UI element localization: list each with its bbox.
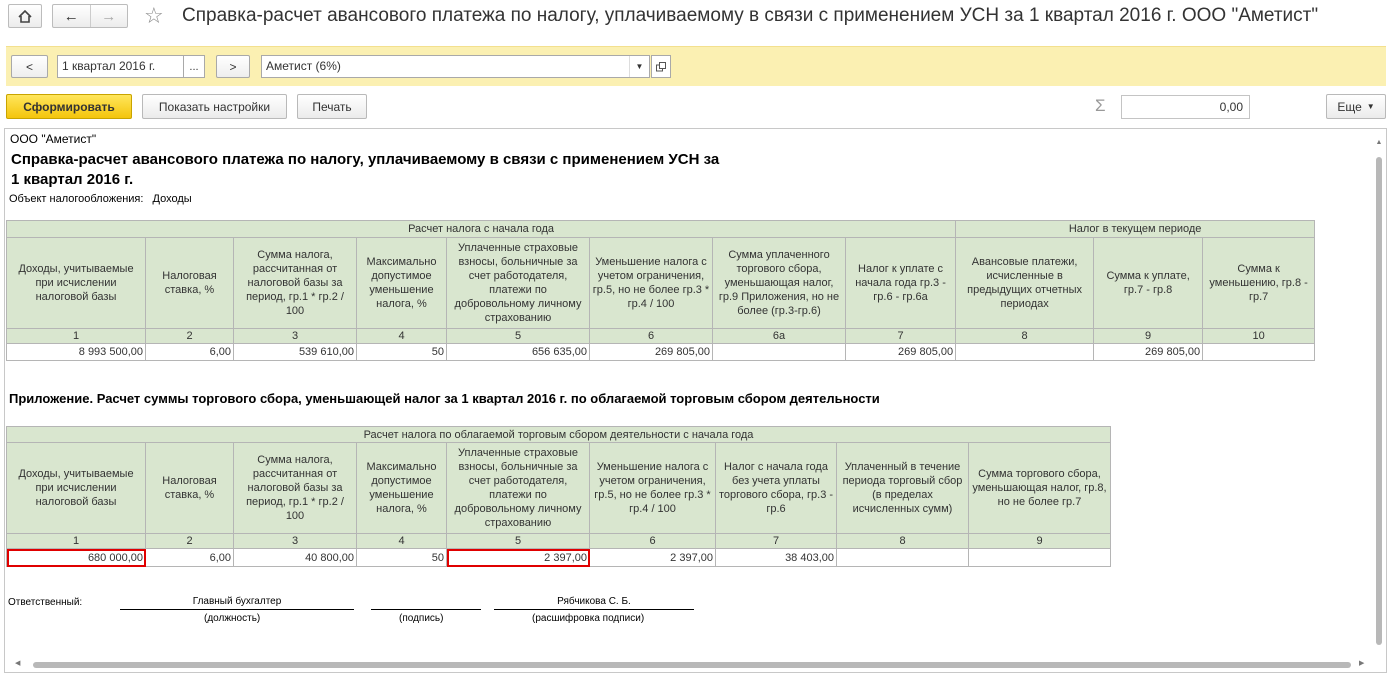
tax-object-line: [9, 193, 192, 205]
horizontal-scrollbar[interactable]: [5, 660, 1375, 670]
column-header: Налог к уплате с начала года гр.3 - гр.6 - гр.6а: [846, 238, 956, 329]
column-header: Сумма уплаченного торгового сбора, уменьшающая налог, гр.9 Приложения, но не более (гр.3-гр.6): [713, 238, 846, 329]
dropdown-arrow-icon[interactable]: ▼: [629, 56, 649, 77]
name-caption: (расшифровка подписи): [532, 613, 645, 624]
position-caption: (должность): [204, 613, 261, 624]
value-cell[interactable]: [1203, 344, 1315, 361]
column-header: Максимально допустимое уменьшение налога, %: [357, 443, 447, 534]
value-cell[interactable]: [969, 549, 1111, 567]
open-organization-button[interactable]: [651, 55, 671, 78]
trade-fee-table: [6, 426, 1111, 567]
arrow-left-icon: ←: [63, 7, 79, 25]
signature-line: [371, 596, 481, 610]
value-cell[interactable]: 539 610,00: [234, 344, 357, 361]
report-title-line1: Справка-расчет авансового платежа по налогу, уплачиваемому в связи с применением УСН за: [11, 151, 720, 168]
column-header: Уплаченные страховые взносы, больничные за счет работодателя, платежи по добровольному личному страхованию: [447, 443, 590, 534]
navigation-buttons: [52, 4, 128, 28]
column-header: Уплаченные страховые взносы, больничные за счет работодателя, платежи по добровольному личному страхованию: [447, 238, 590, 329]
column-number: 5: [447, 329, 590, 344]
column-number: 4: [357, 329, 447, 344]
value-cell[interactable]: 6,00: [146, 549, 234, 567]
value-cell[interactable]: 50: [357, 549, 447, 567]
column-number: 7: [716, 534, 837, 549]
previous-period-button[interactable]: <: [11, 55, 48, 78]
tax-object-label: Объект налогообложения:: [9, 193, 144, 205]
value-cell[interactable]: 269 805,00: [1094, 344, 1203, 361]
column-number: 7: [846, 329, 956, 344]
scroll-left-icon[interactable]: ◀: [15, 660, 21, 667]
generate-button[interactable]: Сформировать: [6, 94, 132, 119]
column-number: 4: [357, 534, 447, 549]
period-field[interactable]: 1 квартал 2016 г.: [57, 55, 184, 78]
vertical-scroll-thumb[interactable]: [1376, 157, 1382, 645]
organization-value: Аметист (6%): [266, 59, 341, 73]
name-value: Рябчикова С. Б.: [494, 596, 694, 610]
arrow-right-icon: →: [101, 7, 117, 25]
back-button[interactable]: [53, 5, 90, 27]
column-number: 1: [7, 329, 146, 344]
responsible-label: Ответственный:: [8, 597, 83, 608]
window-title: Справка-расчет авансового платежа по налогу, уплачиваемому в связи с применением УСН за 1 квартал 2016 г. ООО "Аметист": [182, 5, 1319, 26]
open-icon: [656, 62, 666, 72]
column-number: 6: [590, 329, 713, 344]
column-header: Налоговая ставка, %: [146, 238, 234, 329]
chevron-down-icon: ▼: [1366, 102, 1375, 111]
group-header-current: Налог в текущем периоде: [956, 221, 1315, 238]
print-button[interactable]: Печать: [297, 94, 367, 119]
column-header: Уплаченный в течение периода торговый сбор (в пределах исчисленных сумм): [837, 443, 969, 534]
value-cell[interactable]: [956, 344, 1094, 361]
group-header-year: Расчет налога с начала года: [7, 221, 956, 238]
column-header: Сумма торгового сбора, уменьшающая налог, гр.8, но не более гр.7: [969, 443, 1111, 534]
signature-caption: (подпись): [399, 613, 444, 624]
more-button[interactable]: [1326, 94, 1386, 119]
column-number: 3: [234, 329, 357, 344]
value-cell[interactable]: [713, 344, 846, 361]
report-title-line2: 1 квартал 2016 г.: [11, 171, 134, 188]
favorite-star-icon[interactable]: ☆: [144, 3, 164, 28]
value-cell[interactable]: 2 397,00: [447, 549, 590, 567]
vertical-scrollbar[interactable]: [1374, 133, 1384, 643]
horizontal-scroll-thumb[interactable]: [33, 662, 1351, 668]
position-value: Главный бухгалтер: [120, 596, 354, 610]
column-number: 8: [956, 329, 1094, 344]
scroll-up-icon[interactable]: ▲: [1375, 139, 1383, 146]
report-organization: ООО "Аметист": [10, 132, 97, 146]
sum-field[interactable]: 0,00: [1121, 95, 1250, 119]
scroll-right-icon[interactable]: ▶: [1359, 660, 1365, 667]
column-header: Сумма налога, рассчитанная от налоговой базы за период, гр.1 * гр.2 / 100: [234, 443, 357, 534]
column-header: Сумма к уменьшению, гр.8 - гр.7: [1203, 238, 1315, 329]
forward-button[interactable]: [90, 5, 128, 27]
organization-field[interactable]: [261, 55, 650, 78]
column-number: 8: [837, 534, 969, 549]
home-icon: [18, 10, 32, 23]
column-header: Максимально допустимое уменьшение налога, %: [357, 238, 447, 329]
value-cell[interactable]: 269 805,00: [590, 344, 713, 361]
column-number: 6: [590, 534, 716, 549]
tax-object-value: Доходы: [152, 193, 192, 205]
appendix-title: Приложение. Расчет суммы торгового сбора, уменьшающей налог за 1 квартал 2016 г. по облагаемой торговым сбором деятельности: [9, 391, 880, 406]
column-header: Налоговая ставка, %: [146, 443, 234, 534]
column-number: 3: [234, 534, 357, 549]
column-header: Налог с начала года без учета уплаты торгового сбора, гр.3 - гр.6: [716, 443, 837, 534]
column-header: Доходы, учитываемые при исчислении налоговой базы: [7, 443, 146, 534]
more-label: Еще: [1337, 99, 1362, 114]
value-cell[interactable]: 6,00: [146, 344, 234, 361]
column-header: Доходы, учитываемые при исчислении налоговой базы: [7, 238, 146, 329]
tax-calculation-table: [6, 220, 1315, 361]
show-settings-button[interactable]: Показать настройки: [142, 94, 287, 119]
column-header: Сумма к уплате, гр.7 - гр.8: [1094, 238, 1203, 329]
home-button[interactable]: [8, 4, 42, 28]
column-number: 5: [447, 534, 590, 549]
sum-icon[interactable]: Σ: [1095, 96, 1106, 115]
value-cell[interactable]: 269 805,00: [846, 344, 956, 361]
value-cell[interactable]: 2 397,00: [590, 549, 716, 567]
column-number: 2: [146, 329, 234, 344]
value-cell[interactable]: 8 993 500,00: [7, 344, 146, 361]
value-cell[interactable]: 40 800,00: [234, 549, 357, 567]
title-bar: [0, 0, 1396, 36]
value-cell[interactable]: [837, 549, 969, 567]
column-number: 9: [1094, 329, 1203, 344]
value-cell[interactable]: 656 635,00: [447, 344, 590, 361]
column-header: Авансовые платежи, исчисленные в предыдущих отчетных периодах: [956, 238, 1094, 329]
value-cell[interactable]: 50: [357, 344, 447, 361]
period-select-button[interactable]: ...: [184, 55, 205, 78]
column-number: 2: [146, 534, 234, 549]
column-header: Уменьшение налога с учетом ограничения, гр.5, но не более гр.3 * гр.4 / 100: [590, 443, 716, 534]
report-area[interactable]: [4, 128, 1387, 673]
column-number: 10: [1203, 329, 1315, 344]
report-title: [11, 150, 811, 190]
column-header: Уменьшение налога с учетом ограничения, гр.5, но не более гр.3 * гр.4 / 100: [590, 238, 713, 329]
column-number: 6а: [713, 329, 846, 344]
group-header-trade-fee: Расчет налога по облагаемой торговым сбором деятельности с начала года: [7, 427, 1111, 443]
column-number: 1: [7, 534, 146, 549]
column-number: 9: [969, 534, 1111, 549]
parameters-bar: [6, 46, 1386, 86]
column-header: Сумма налога, рассчитанная от налоговой базы за период, гр.1 * гр.2 / 100: [234, 238, 357, 329]
value-cell[interactable]: 680 000,00: [7, 549, 146, 567]
next-period-button[interactable]: >: [216, 55, 250, 78]
value-cell[interactable]: 38 403,00: [716, 549, 837, 567]
